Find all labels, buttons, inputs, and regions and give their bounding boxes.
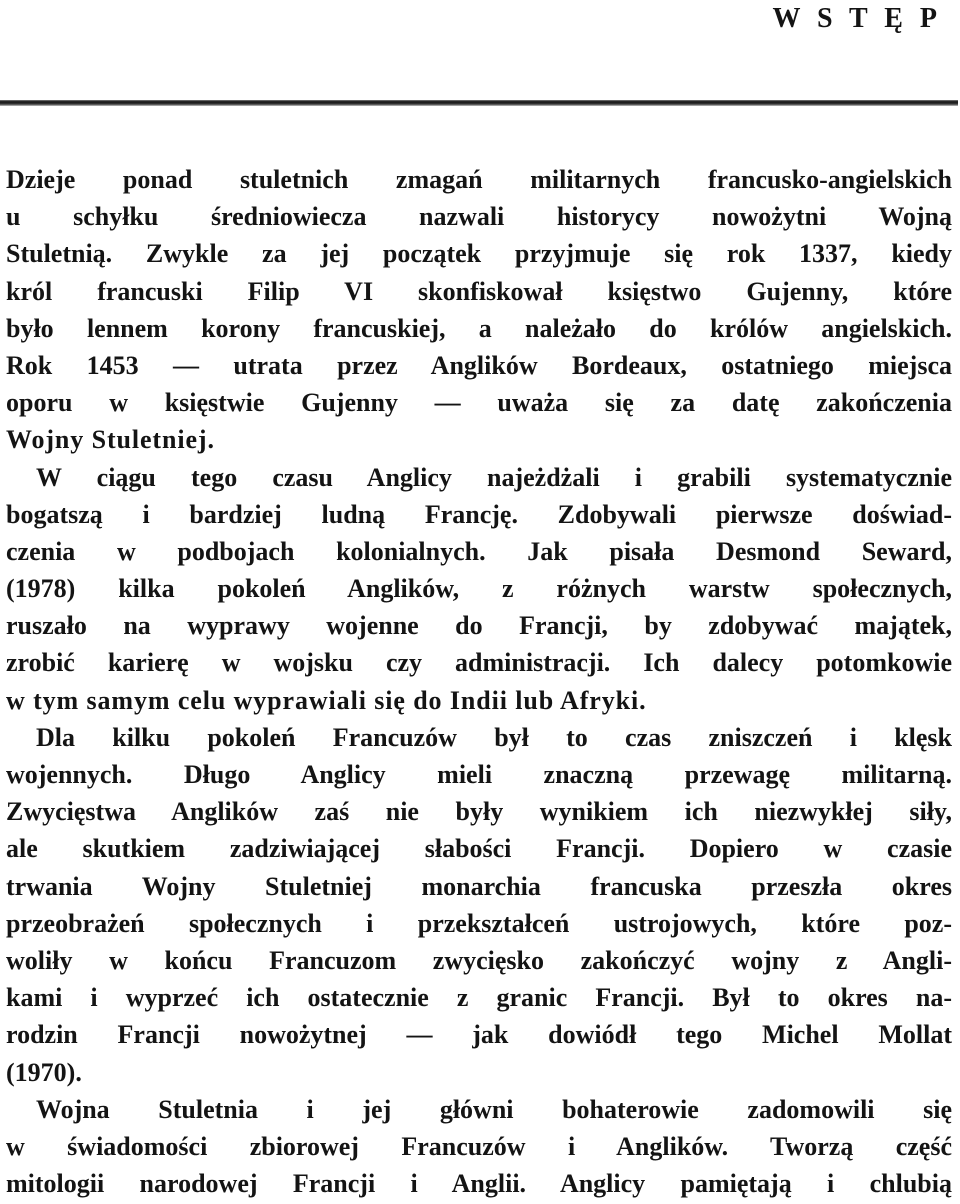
header-rule bbox=[0, 100, 958, 106]
text-line: trwania Wojny Stuletniej monarchia francuska przeszła okres bbox=[6, 871, 952, 901]
text-line: przeobrażeń społecznych i przekształceń ustrojowych, które poz- bbox=[6, 908, 952, 938]
text-line: Dzieje ponad stuletnich zmagań militarnych francusko-angielskich bbox=[6, 165, 952, 194]
text-line: Zwycięstwa Anglików zaś nie były wynikiem ich niezwykłej siły, bbox=[6, 797, 952, 827]
text-line: wojennych. Długo Anglicy mieli znaczną przewagę militarną. bbox=[6, 760, 952, 789]
body-text bbox=[6, 161, 952, 1202]
text-line: (1978) kilka pokoleń Anglików, z różnych warstw społecznych, bbox=[6, 574, 952, 604]
text-line: Rok 1453 — utrata przez Anglików Bordeaux, ostatniego miejsca bbox=[6, 350, 952, 380]
text-line: w tym samym celu wyprawiali się do Indii lub Afryki. bbox=[6, 685, 647, 715]
text-line: król francuski Filip VI skonfiskował księstwo Gujenny, które bbox=[6, 276, 952, 306]
text-line: było lennem korony francuskiej, a należało do królów angielskich. bbox=[6, 313, 952, 343]
page-heading: W S T Ę P bbox=[772, 3, 942, 34]
text-line: oporu w księstwie Gujenny — uważa się za datę zakończenia bbox=[6, 388, 952, 418]
text-line: ruszało na wyprawy wojenne do Francji, by zdobywać majątek, bbox=[6, 611, 952, 641]
text-line: kami i wyprzeć ich ostatecznie z granic Francji. Był to okres na- bbox=[6, 983, 952, 1013]
text-line: ale skutkiem zadziwiającej słabości Francji. Dopiero w czasie bbox=[6, 834, 952, 864]
text-line: Stuletnią. Zwykle za jej początek przyjmuje się rok 1337, kiedy bbox=[6, 239, 952, 269]
text-line: u schyłku średniowiecza nazwali historycy nowożytni Wojną bbox=[6, 202, 952, 232]
text-line: (1970). bbox=[6, 1057, 82, 1087]
text-line: rodzin Francji nowożytnej — jak dowiódł tego Michel Mollat bbox=[6, 1020, 952, 1050]
text-line: mitologii narodowej Francji i Anglii. Anglicy pamiętają i chlubią bbox=[6, 1169, 952, 1199]
text-line: Wojny Stuletniej. bbox=[6, 425, 215, 455]
text-line: woliły w końcu Francuzom zwycięsko zakończyć wojny z Angli- bbox=[6, 945, 952, 975]
text-line: w świadomości zbiorowej Francuzów i Anglików. Tworzą część bbox=[6, 1131, 952, 1161]
text-line: Dla kilku pokoleń Francuzów był to czas zniszczeń i klęsk bbox=[36, 722, 952, 752]
text-line: bogatszą i bardziej ludną Francję. Zdobywali pierwsze doświad- bbox=[6, 499, 952, 529]
text-line: Wojna Stuletnia i jej główni bohaterowie zadomowili się bbox=[36, 1094, 952, 1124]
text-line: czenia w podbojach kolonialnych. Jak pisała Desmond Seward, bbox=[6, 536, 952, 566]
text-line: zrobić karierę w wojsku czy administracji. Ich dalecy potomkowie bbox=[6, 648, 952, 678]
text-line: W ciągu tego czasu Anglicy najeżdżali i grabili systematycznie bbox=[36, 462, 952, 492]
